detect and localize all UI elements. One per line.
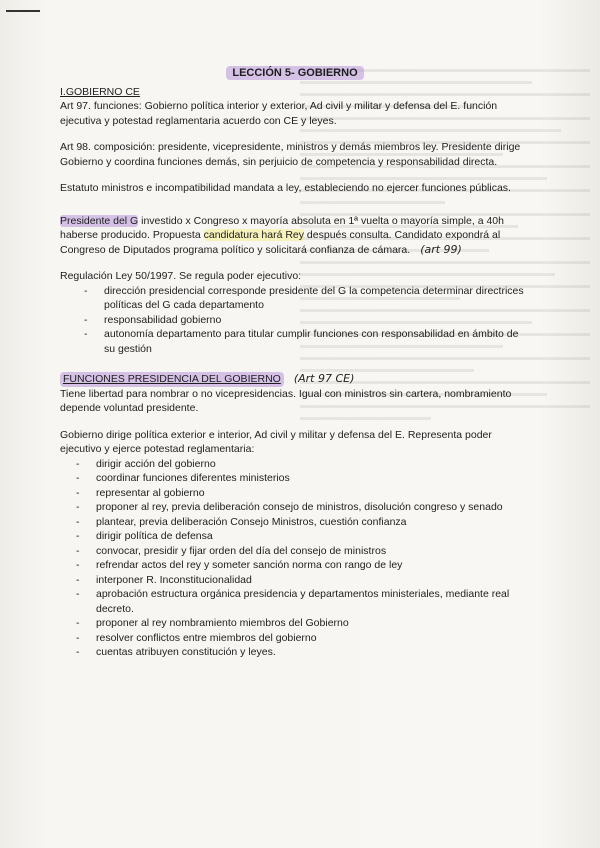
- highlight-presidente: Presidente del G: [60, 214, 139, 227]
- list-item: - refrendar actos del rey y someter sanción norma con rango de ley: [76, 558, 530, 573]
- paragraph-estatuto: Estatuto ministros e incompatibilidad mandata a ley, estableciendo no ejercer funciones públicas.: [60, 182, 511, 194]
- section-heading-funciones: FUNCIONES PRESIDENCIA DEL GOBIERNO: [60, 372, 284, 387]
- list-item: - coordinar funciones diferentes ministerios: [76, 471, 530, 486]
- handwritten-note-art-97: (Art 97 CE): [293, 372, 355, 385]
- paragraph-presidente: [60, 214, 530, 258]
- list-item: - convocar, presidir y fijar orden del día del consejo de ministros: [76, 544, 530, 559]
- list-item: - resolver conflictos entre miembros del gobierno: [76, 631, 530, 646]
- document-body: [60, 66, 530, 660]
- paragraph-art-98: Art 98. composición: presidente, vicepresidente, ministros y demás miembros ley. Presidente dirige Gobierno y coordina funciones demás, sin perjuicio de competencia y responsabilidad directa.: [60, 141, 521, 168]
- list-item: - autonomía departamento para titular cumplir funciones con responsabilidad en ámbito de su gestión: [84, 327, 530, 356]
- paragraph-art-97: Art 97. funciones: Gobierno política interior y exterior, Ad civil y militar y defensa del E. función ejecutiva y potestad reglamentaria acuerdo con CE y leyes.: [60, 100, 498, 127]
- paragraph-libertad: Tiene libertad para nombrar o no vicepresidencias. Igual con ministros sin cartera, nombramiento depende voluntad presidente.: [60, 387, 512, 414]
- list-item: - dirigir acción del gobierno: [76, 457, 530, 472]
- funciones-list: [60, 457, 530, 660]
- section-heading-funciones-row: [60, 372, 530, 387]
- list-item: - dirección presidencial corresponde presidente del G la competencia determinar directrices políticas del G cada departamento: [84, 284, 530, 313]
- list-item: - cuentas atribuyen constitución y leyes.: [76, 645, 530, 660]
- list-item: - responsabilidad gobierno: [84, 313, 530, 328]
- list-item: - representar al gobierno: [76, 486, 530, 501]
- section-heading-gobierno-ce: I.GOBIERNO CE: [60, 85, 140, 98]
- list-item: - proponer al rey nombramiento miembros del Gobierno: [76, 616, 530, 631]
- highlight-candidatura: candidatura hará Rey: [203, 229, 305, 241]
- list-item: - aprobación estructura orgánica presidencia y departamentos ministeriales, mediante real decreto.: [76, 587, 530, 616]
- list-item: - plantear, previa deliberación Consejo Ministros, cuestión confianza: [76, 515, 530, 530]
- presidente-text: investido x Congreso x mayoría absoluta en 1ª vuelta o mayoría simple, a 40h haberse producido. Propuesta: [60, 214, 504, 241]
- presidente-text-end: después consulta. Candidato expondrá al Congreso de Diputados programa político y solicitará confianza de cámara.: [60, 229, 501, 256]
- list-item: - proponer al rey, previa deliberación consejo de ministros, disolución congreso y senado: [76, 500, 530, 515]
- corner-pen-mark: [6, 10, 40, 12]
- list-item: - dirigir política de defensa: [76, 529, 530, 544]
- regulacion-intro: Regulación Ley 50/1997. Se regula poder ejecutivo:: [60, 270, 302, 282]
- list-item: - interponer R. Inconstitucionalidad: [76, 573, 530, 588]
- document-title: LECCIÓN 5- GOBIERNO: [60, 66, 530, 81]
- regulacion-list: [60, 284, 530, 357]
- paragraph-dirige: Gobierno dirige política exterior e interior, Ad civil y militar y defensa del E. Representa poder ejecutivo y ejerce potestad reglamentaria:: [60, 428, 492, 455]
- handwritten-note-art-99: (art 99): [420, 242, 462, 256]
